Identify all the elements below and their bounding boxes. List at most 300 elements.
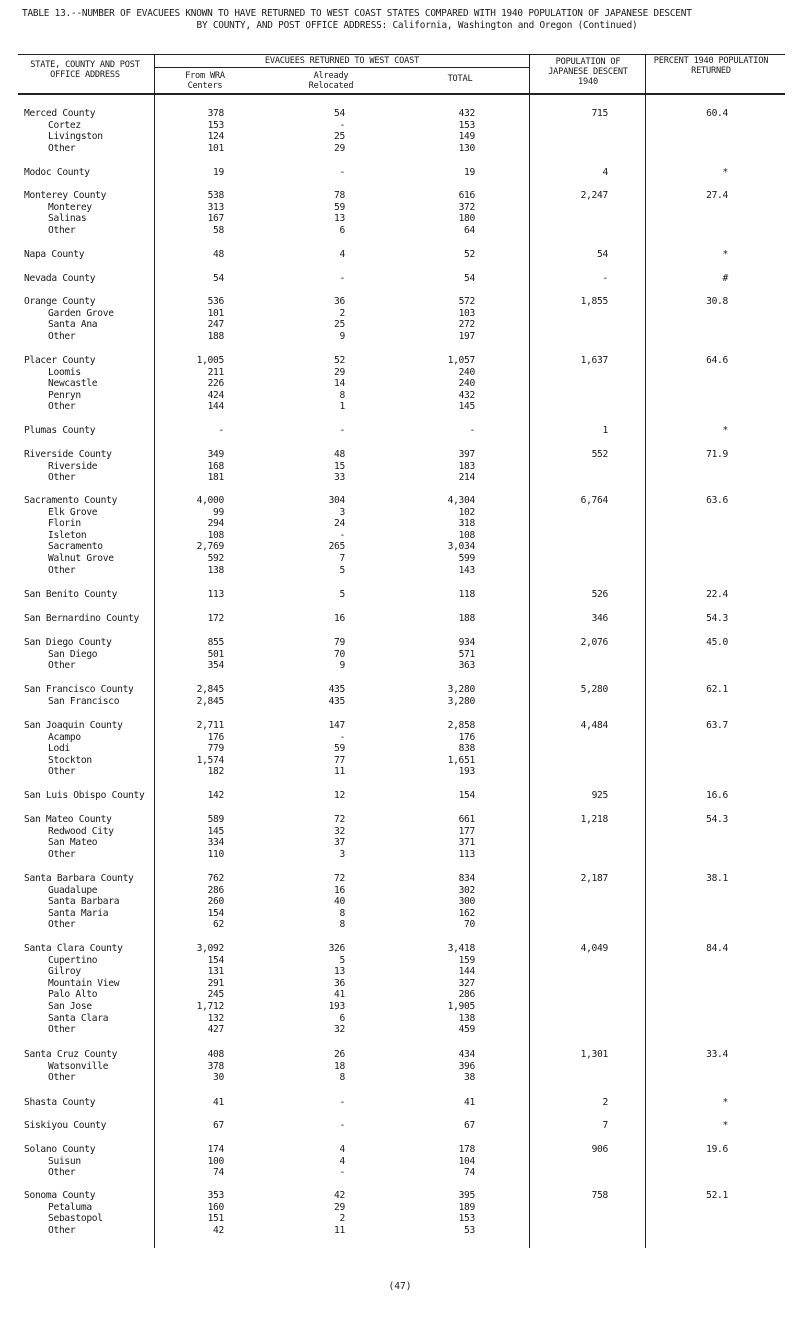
post-office-row <box>0 1072 800 1084</box>
total-value: 70 <box>464 919 475 931</box>
county-row <box>0 873 800 885</box>
total-value: 145 <box>458 401 475 413</box>
county-group <box>0 296 800 342</box>
header-bottom-rule <box>18 93 785 95</box>
post-office-row <box>0 530 800 542</box>
from-wra-value: 54 <box>213 273 224 284</box>
from-wra-value: 108 <box>207 529 224 541</box>
post-office-row <box>0 202 800 214</box>
already-relocated-value: - <box>339 167 345 178</box>
county-row <box>0 684 800 696</box>
county-row <box>0 814 800 826</box>
county-group <box>0 495 800 576</box>
already-relocated-value: 9 <box>339 330 345 342</box>
already-relocated-value: - <box>339 1097 345 1108</box>
total-value: 54 <box>464 273 475 284</box>
post-office-row <box>0 390 800 402</box>
already-relocated-value: 59 <box>334 743 345 755</box>
place-name: Redwood City <box>48 825 114 837</box>
from-wra-value: 101 <box>207 142 224 154</box>
population-value: 2,247 <box>580 190 608 201</box>
already-relocated-value: 326 <box>328 943 345 954</box>
percent-value: 62.1 <box>706 684 728 695</box>
county-group <box>0 684 800 707</box>
percent-value: * <box>722 425 728 436</box>
place-name: Other <box>48 401 76 413</box>
header-sub-rule <box>155 67 529 68</box>
from-wra-value: 408 <box>207 1049 224 1060</box>
percent-value: 22.4 <box>706 589 728 600</box>
total-value: 272 <box>458 319 475 331</box>
from-wra-value: 110 <box>207 848 224 860</box>
from-wra-value: 1,005 <box>196 355 224 366</box>
total-value: 189 <box>458 1201 475 1213</box>
percent-value: 45.0 <box>706 637 728 648</box>
place-name: Sacramento <box>48 541 103 553</box>
total-value: 153 <box>458 119 475 131</box>
place-name: San Benito County <box>24 589 118 600</box>
post-office-row <box>0 378 800 390</box>
total-value: 130 <box>458 142 475 154</box>
place-name: San Francisco <box>48 695 120 707</box>
total-value: 176 <box>458 731 475 743</box>
county-group <box>0 1049 800 1084</box>
total-value: 327 <box>458 977 475 989</box>
total-value: 64 <box>464 224 475 236</box>
post-office-row <box>0 120 800 132</box>
header-top-rule <box>18 54 785 55</box>
place-name: Other <box>48 1072 76 1084</box>
from-wra-value: 181 <box>207 472 224 484</box>
county-group <box>0 273 800 285</box>
county-group <box>0 720 800 778</box>
place-name: Stockton <box>48 754 92 766</box>
percent-value: * <box>722 167 728 178</box>
county-row <box>0 1049 800 1061</box>
already-relocated-value: - <box>339 425 345 436</box>
already-relocated-value: 40 <box>334 896 345 908</box>
total-value: 838 <box>458 743 475 755</box>
place-name: San Jose <box>48 1000 92 1012</box>
total-value: 149 <box>458 131 475 143</box>
from-wra-value: 2,845 <box>196 684 224 695</box>
from-wra-value: 154 <box>207 907 224 919</box>
place-name: Penryn <box>48 389 81 401</box>
total-value: 395 <box>458 1190 475 1201</box>
post-office-row <box>0 143 800 155</box>
population-value: 1 <box>602 425 608 436</box>
from-wra-value: 378 <box>207 108 224 119</box>
place-name: Siskiyou County <box>24 1120 107 1131</box>
county-row <box>0 495 800 507</box>
total-value: 302 <box>458 884 475 896</box>
place-name: Other <box>48 660 76 672</box>
from-wra-value: 174 <box>207 1144 224 1155</box>
already-relocated-value: 70 <box>334 648 345 660</box>
from-wra-value: 131 <box>207 966 224 978</box>
total-value: 432 <box>458 108 475 119</box>
already-relocated-value: 1 <box>339 401 345 413</box>
already-relocated-value: - <box>339 1120 345 1131</box>
from-wra-value: 211 <box>207 366 224 378</box>
from-wra-value: 2,769 <box>196 541 224 553</box>
total-value: 108 <box>458 529 475 541</box>
population-value: 1,855 <box>580 296 608 307</box>
from-wra-value: 144 <box>207 401 224 413</box>
total-value: 372 <box>458 201 475 213</box>
from-wra-value: 142 <box>207 790 224 801</box>
county-row <box>0 249 800 261</box>
header-from-wra: From WRA Centers <box>185 71 225 91</box>
percent-value: * <box>722 249 728 260</box>
post-office-row <box>0 507 800 519</box>
county-row <box>0 108 800 120</box>
place-name: San Mateo County <box>24 814 112 825</box>
county-group <box>0 943 800 1036</box>
place-name: Santa Ana <box>48 319 98 331</box>
total-value: 180 <box>458 213 475 225</box>
from-wra-value: 19 <box>213 167 224 178</box>
county-group <box>0 1120 800 1132</box>
from-wra-value: 424 <box>207 389 224 401</box>
post-office-row <box>0 565 800 577</box>
post-office-row <box>0 966 800 978</box>
total-value: 1,905 <box>447 1000 475 1012</box>
from-wra-value: 378 <box>207 1060 224 1072</box>
already-relocated-value: 79 <box>334 637 345 648</box>
county-group <box>0 108 800 154</box>
county-group <box>0 589 800 601</box>
population-value: 6,764 <box>580 495 608 506</box>
county-group <box>0 873 800 931</box>
from-wra-value: 167 <box>207 213 224 225</box>
place-name: Merced County <box>24 108 96 119</box>
population-value: 1,301 <box>580 1049 608 1060</box>
place-name: Orange County <box>24 296 96 307</box>
county-row <box>0 355 800 367</box>
from-wra-value: 1,574 <box>196 754 224 766</box>
already-relocated-value: 13 <box>334 966 345 978</box>
county-row <box>0 1120 800 1132</box>
from-wra-value: 145 <box>207 825 224 837</box>
already-relocated-value: 48 <box>334 449 345 460</box>
place-name: Mountain View <box>48 977 120 989</box>
from-wra-value: 168 <box>207 460 224 472</box>
place-name: Suisun <box>48 1155 81 1167</box>
place-name: Acampo <box>48 731 81 743</box>
already-relocated-value: 32 <box>334 1024 345 1036</box>
already-relocated-value: 16 <box>334 613 345 624</box>
place-name: Isleton <box>48 529 87 541</box>
post-office-row <box>0 660 800 672</box>
from-wra-value: 589 <box>207 814 224 825</box>
total-value: 162 <box>458 907 475 919</box>
total-value: 193 <box>458 766 475 778</box>
already-relocated-value: 8 <box>339 389 345 401</box>
county-row <box>0 589 800 601</box>
already-relocated-value: 4 <box>339 249 345 260</box>
population-value: 552 <box>591 449 608 460</box>
percent-value: 84.4 <box>706 943 728 954</box>
population-value: 906 <box>591 1144 608 1155</box>
place-name: Florin <box>48 518 81 530</box>
already-relocated-value: - <box>339 119 345 131</box>
population-value: 7 <box>602 1120 608 1131</box>
total-value: 52 <box>464 249 475 260</box>
percent-value: 71.9 <box>706 449 728 460</box>
county-group <box>0 1144 800 1179</box>
place-name: Santa Cruz County <box>24 1049 118 1060</box>
post-office-row <box>0 367 800 379</box>
already-relocated-value: 29 <box>334 366 345 378</box>
total-value: 434 <box>458 1049 475 1060</box>
place-name: San Diego <box>48 648 98 660</box>
total-value: 4,304 <box>447 495 475 506</box>
from-wra-value: 592 <box>207 552 224 564</box>
post-office-row <box>0 553 800 565</box>
total-value: 188 <box>458 613 475 624</box>
from-wra-value: 855 <box>207 637 224 648</box>
county-group <box>0 1190 800 1236</box>
total-value: 214 <box>458 472 475 484</box>
population-value: 715 <box>591 108 608 119</box>
post-office-row <box>0 461 800 473</box>
already-relocated-value: 11 <box>334 766 345 778</box>
total-value: 396 <box>458 1060 475 1072</box>
from-wra-value: 313 <box>207 201 224 213</box>
place-name: Petaluma <box>48 1201 92 1213</box>
from-wra-value: 1,712 <box>196 1000 224 1012</box>
place-name: Shasta County <box>24 1097 96 1108</box>
county-row <box>0 167 800 179</box>
already-relocated-value: 12 <box>334 790 345 801</box>
place-name: San Luis Obispo County <box>24 790 145 801</box>
from-wra-value: 172 <box>207 613 224 624</box>
already-relocated-value: 29 <box>334 142 345 154</box>
already-relocated-value: 24 <box>334 518 345 530</box>
already-relocated-value: 72 <box>334 814 345 825</box>
total-value: 934 <box>458 637 475 648</box>
from-wra-value: 48 <box>213 249 224 260</box>
already-relocated-value: 13 <box>334 213 345 225</box>
total-value: 3,280 <box>447 684 475 695</box>
county-group <box>0 355 800 413</box>
post-office-row <box>0 1061 800 1073</box>
percent-value: 16.6 <box>706 790 728 801</box>
from-wra-value: 113 <box>207 589 224 600</box>
post-office-row <box>0 978 800 990</box>
post-office-row <box>0 1156 800 1168</box>
already-relocated-value: 25 <box>334 131 345 143</box>
total-value: 154 <box>458 790 475 801</box>
post-office-row <box>0 1013 800 1025</box>
already-relocated-value: 2 <box>339 1213 345 1225</box>
place-name: Other <box>48 919 76 931</box>
county-group <box>0 449 800 484</box>
post-office-row <box>0 331 800 343</box>
from-wra-value: 286 <box>207 884 224 896</box>
county-row <box>0 1097 800 1109</box>
county-group <box>0 425 800 437</box>
place-name: Loomis <box>48 366 81 378</box>
total-value: 41 <box>464 1097 475 1108</box>
post-office-row <box>0 766 800 778</box>
place-name: Sonoma County <box>24 1190 96 1201</box>
from-wra-value: 188 <box>207 330 224 342</box>
already-relocated-value: 15 <box>334 460 345 472</box>
already-relocated-value: 6 <box>339 1012 345 1024</box>
population-value: 5,280 <box>580 684 608 695</box>
already-relocated-value: 7 <box>339 552 345 564</box>
post-office-row <box>0 885 800 897</box>
already-relocated-value: 147 <box>328 720 345 731</box>
from-wra-value: 138 <box>207 564 224 576</box>
place-name: Riverside <box>48 460 98 472</box>
place-name: Santa Barbara County <box>24 873 134 884</box>
total-value: 286 <box>458 989 475 1001</box>
total-value: 2,858 <box>447 720 475 731</box>
post-office-row <box>0 849 800 861</box>
post-office-row <box>0 1167 800 1179</box>
county-row <box>0 943 800 955</box>
page-number: (47) <box>388 1281 412 1292</box>
county-group <box>0 790 800 802</box>
county-group <box>0 167 800 179</box>
from-wra-value: 245 <box>207 989 224 1001</box>
already-relocated-value: 59 <box>334 201 345 213</box>
county-row <box>0 425 800 437</box>
place-name: Cupertino <box>48 954 98 966</box>
total-value: 661 <box>458 814 475 825</box>
total-value: 138 <box>458 1012 475 1024</box>
county-group <box>0 1097 800 1109</box>
already-relocated-value: 5 <box>339 954 345 966</box>
post-office-row <box>0 225 800 237</box>
place-name: Nevada County <box>24 273 96 284</box>
from-wra-value: 176 <box>207 731 224 743</box>
post-office-row <box>0 541 800 553</box>
total-value: 318 <box>458 518 475 530</box>
place-name: Santa Barbara <box>48 896 120 908</box>
total-value: 53 <box>464 1224 475 1236</box>
from-wra-value: 182 <box>207 766 224 778</box>
already-relocated-value: 29 <box>334 1201 345 1213</box>
already-relocated-value: 8 <box>339 1072 345 1084</box>
place-name: Salinas <box>48 213 87 225</box>
place-name: Other <box>48 1167 76 1179</box>
already-relocated-value: 36 <box>334 296 345 307</box>
already-relocated-value: 265 <box>328 541 345 553</box>
place-name: San Diego County <box>24 637 112 648</box>
percent-value: 54.3 <box>706 814 728 825</box>
from-wra-value: 67 <box>213 1120 224 1131</box>
already-relocated-value: 33 <box>334 472 345 484</box>
percent-value: 60.4 <box>706 108 728 119</box>
from-wra-value: 538 <box>207 190 224 201</box>
post-office-row <box>0 1202 800 1214</box>
county-row <box>0 613 800 625</box>
from-wra-value: 779 <box>207 743 224 755</box>
place-name: Guadalupe <box>48 884 98 896</box>
already-relocated-value: 9 <box>339 660 345 672</box>
place-name: Monterey <box>48 201 92 213</box>
county-row <box>0 790 800 802</box>
from-wra-value: 226 <box>207 378 224 390</box>
total-value: 371 <box>458 837 475 849</box>
total-value: 159 <box>458 954 475 966</box>
place-name: Monterey County <box>24 190 107 201</box>
place-name: Sebastopol <box>48 1213 103 1225</box>
from-wra-value: 74 <box>213 1167 224 1179</box>
county-row <box>0 296 800 308</box>
from-wra-value: 353 <box>207 1190 224 1201</box>
total-value: 300 <box>458 896 475 908</box>
already-relocated-value: 5 <box>339 589 345 600</box>
post-office-row <box>0 919 800 931</box>
percent-value: 52.1 <box>706 1190 728 1201</box>
percent-value: # <box>722 273 728 284</box>
from-wra-value: 2,845 <box>196 695 224 707</box>
total-value: 616 <box>458 190 475 201</box>
table-title <box>22 8 782 32</box>
place-name: Other <box>48 766 76 778</box>
already-relocated-value: 26 <box>334 1049 345 1060</box>
from-wra-value: 62 <box>213 919 224 931</box>
percent-value: 33.4 <box>706 1049 728 1060</box>
already-relocated-value: 8 <box>339 907 345 919</box>
already-relocated-value: 42 <box>334 1190 345 1201</box>
total-value: 177 <box>458 825 475 837</box>
county-group <box>0 637 800 672</box>
place-name: Other <box>48 1224 76 1236</box>
already-relocated-value: 72 <box>334 873 345 884</box>
percent-value: 30.8 <box>706 296 728 307</box>
from-wra-value: 132 <box>207 1012 224 1024</box>
county-row <box>0 1190 800 1202</box>
place-name: San Mateo <box>48 837 98 849</box>
post-office-row <box>0 131 800 143</box>
place-name: Other <box>48 848 76 860</box>
place-name: Garden Grove <box>48 307 114 319</box>
place-name: Elk Grove <box>48 506 98 518</box>
population-value: 4,484 <box>580 720 608 731</box>
post-office-row <box>0 755 800 767</box>
place-name: Plumas County <box>24 425 96 436</box>
population-value: 1,218 <box>580 814 608 825</box>
already-relocated-value: 14 <box>334 378 345 390</box>
place-name: Newcastle <box>48 378 98 390</box>
place-name: Other <box>48 142 76 154</box>
already-relocated-value: 37 <box>334 837 345 849</box>
from-wra-value: - <box>218 425 224 436</box>
total-value: 143 <box>458 564 475 576</box>
county-group <box>0 249 800 261</box>
place-name: Walnut Grove <box>48 552 114 564</box>
already-relocated-value: 435 <box>328 695 345 707</box>
from-wra-value: 160 <box>207 1201 224 1213</box>
total-value: 432 <box>458 389 475 401</box>
population-value: 4 <box>602 167 608 178</box>
place-name: Other <box>48 224 76 236</box>
total-value: 74 <box>464 1167 475 1179</box>
total-value: - <box>469 425 475 436</box>
place-name: Other <box>48 330 76 342</box>
already-relocated-value: 52 <box>334 355 345 366</box>
already-relocated-value: - <box>339 731 345 743</box>
place-name: San Francisco County <box>24 684 134 695</box>
percent-value: 19.6 <box>706 1144 728 1155</box>
from-wra-value: 501 <box>207 648 224 660</box>
